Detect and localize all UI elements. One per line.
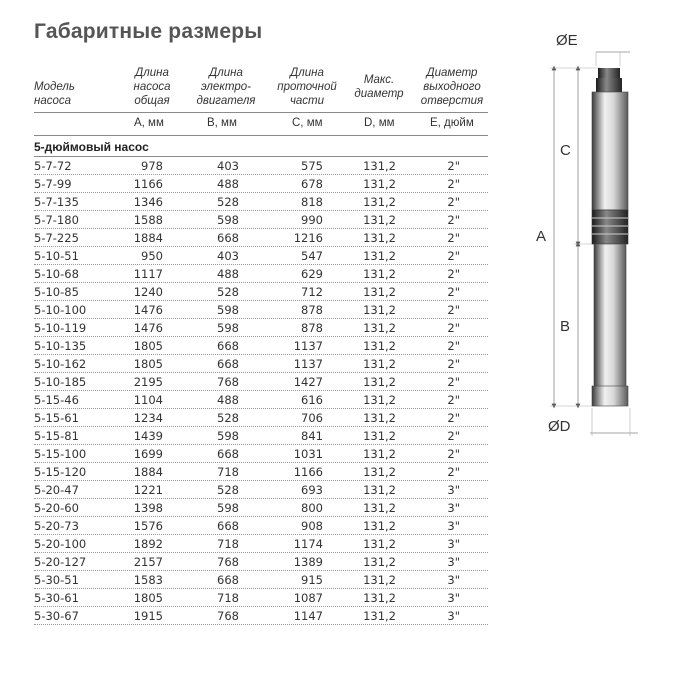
cell-e: 2" — [447, 195, 460, 209]
cell-b: 668 — [217, 357, 239, 371]
cell-b: 488 — [217, 177, 239, 191]
cell-model: 5-10-85 — [34, 285, 79, 299]
cell-d: 131,2 — [363, 573, 396, 587]
header-c: Длина проточной части — [277, 67, 337, 107]
cell-c: 841 — [301, 429, 323, 443]
table-row — [34, 247, 488, 265]
cell-model: 5-15-120 — [34, 465, 87, 479]
cell-e: 2" — [447, 267, 460, 281]
cell-c: 908 — [301, 519, 323, 533]
table-row — [34, 445, 488, 463]
cell-b: 718 — [217, 591, 239, 605]
table-row — [34, 571, 488, 589]
cell-c: 878 — [301, 321, 323, 335]
cell-c: 616 — [301, 393, 323, 407]
table-row — [34, 553, 488, 571]
table-row — [34, 229, 488, 247]
cell-model: 5-30-51 — [34, 573, 79, 587]
cell-a: 1805 — [133, 591, 163, 605]
cell-b: 668 — [217, 447, 239, 461]
table-row — [34, 283, 488, 301]
cell-c: 575 — [301, 159, 323, 173]
cell-a: 1240 — [133, 285, 163, 299]
cell-b: 718 — [217, 465, 239, 479]
table-row — [34, 481, 488, 499]
cell-model: 5-7-180 — [34, 213, 79, 227]
cell-model: 5-20-73 — [34, 519, 79, 533]
cell-d: 131,2 — [363, 177, 396, 191]
label-diameter-e: ØE — [556, 32, 578, 49]
dimensions-table — [34, 60, 488, 625]
cell-e: 2" — [447, 249, 460, 263]
table-row — [34, 211, 488, 229]
cell-c: 1031 — [293, 447, 323, 461]
cell-c: 1216 — [293, 231, 323, 245]
cell-model: 5-7-99 — [34, 177, 72, 191]
cell-d: 131,2 — [363, 483, 396, 497]
cell-model: 5-10-135 — [34, 339, 87, 353]
table-row — [34, 193, 488, 211]
cell-d: 131,2 — [363, 339, 396, 353]
cell-b: 528 — [217, 195, 239, 209]
table-row — [34, 373, 488, 391]
table-row — [34, 427, 488, 445]
cell-d: 131,2 — [363, 375, 396, 389]
table-row — [34, 319, 488, 337]
label-diameter-d: ØD — [548, 418, 571, 435]
cell-c: 1087 — [293, 591, 323, 605]
header-b: Длина электро- двигателя — [196, 67, 256, 107]
cell-e: 3" — [447, 591, 460, 605]
cell-model: 5-10-51 — [34, 249, 79, 263]
cell-c: 693 — [301, 483, 323, 497]
cell-c: 1166 — [293, 465, 323, 479]
cell-c: 818 — [301, 195, 323, 209]
cell-model: 5-10-68 — [34, 267, 79, 281]
cell-a: 1166 — [133, 177, 163, 191]
cell-b: 668 — [217, 231, 239, 245]
cell-b: 488 — [217, 267, 239, 281]
cell-model: 5-10-162 — [34, 357, 87, 371]
unit-d: D, мм — [364, 117, 395, 129]
cell-e: 3" — [447, 573, 460, 587]
cell-d: 131,2 — [363, 609, 396, 623]
header-model: Модель насоса — [34, 81, 75, 107]
pump-drawing — [540, 30, 686, 450]
unit-a: A, мм — [134, 117, 164, 129]
table-header — [34, 60, 488, 113]
cell-e: 2" — [447, 465, 460, 479]
cell-a: 1476 — [133, 321, 163, 335]
cell-a: 1915 — [133, 609, 163, 623]
unit-e: E, дюйм — [430, 117, 474, 129]
cell-a: 1104 — [133, 393, 163, 407]
cell-a: 1221 — [133, 483, 163, 497]
cell-a: 1884 — [133, 465, 163, 479]
cell-model: 5-15-81 — [34, 429, 79, 443]
unit-b: B, мм — [207, 117, 237, 129]
cell-e: 2" — [447, 159, 460, 173]
cell-a: 1117 — [133, 267, 163, 281]
cell-c: 990 — [301, 213, 323, 227]
cell-e: 2" — [447, 447, 460, 461]
cell-b: 598 — [217, 429, 239, 443]
page-title: Габаритные размеры — [34, 20, 263, 43]
cell-e: 2" — [447, 375, 460, 389]
cell-a: 1805 — [133, 357, 163, 371]
cell-b: 718 — [217, 537, 239, 551]
cell-model: 5-10-185 — [34, 375, 87, 389]
cell-model: 5-15-100 — [34, 447, 87, 461]
header-d: Макс. диаметр — [354, 74, 404, 100]
cell-e: 2" — [447, 177, 460, 191]
cell-d: 131,2 — [363, 231, 396, 245]
cell-e: 2" — [447, 429, 460, 443]
cell-model: 5-10-119 — [34, 321, 87, 335]
cell-a: 1805 — [133, 339, 163, 353]
table-row — [34, 463, 488, 481]
cell-model: 5-30-61 — [34, 591, 79, 605]
cell-c: 629 — [301, 267, 323, 281]
cell-e: 2" — [447, 321, 460, 335]
cell-model: 5-15-46 — [34, 393, 79, 407]
cell-c: 878 — [301, 303, 323, 317]
cell-model: 5-20-100 — [34, 537, 87, 551]
cell-a: 1476 — [133, 303, 163, 317]
label-a: A — [536, 228, 547, 245]
label-c: C — [560, 142, 571, 159]
cell-b: 598 — [217, 303, 239, 317]
cell-b: 598 — [217, 213, 239, 227]
cell-d: 131,2 — [363, 303, 396, 317]
cell-a: 978 — [141, 159, 163, 173]
cell-d: 131,2 — [363, 555, 396, 569]
cell-e: 3" — [447, 537, 460, 551]
cell-a: 2195 — [133, 375, 163, 389]
table-row — [34, 265, 488, 283]
cell-b: 403 — [217, 249, 239, 263]
table-body — [34, 157, 488, 625]
cell-a: 1699 — [133, 447, 163, 461]
cell-c: 678 — [301, 177, 323, 191]
table-row — [34, 355, 488, 373]
table-row — [34, 157, 488, 175]
label-b: B — [560, 318, 571, 335]
cell-b: 768 — [217, 609, 239, 623]
cell-b: 598 — [217, 501, 239, 515]
cell-b: 668 — [217, 339, 239, 353]
cell-c: 1174 — [293, 537, 323, 551]
table-row — [34, 337, 488, 355]
cell-model: 5-7-225 — [34, 231, 79, 245]
table-row — [34, 607, 488, 625]
cell-b: 598 — [217, 321, 239, 335]
cell-d: 131,2 — [363, 267, 396, 281]
cell-a: 1892 — [133, 537, 163, 551]
header-e: Диаметр выходного отверстия — [420, 67, 484, 107]
cell-d: 131,2 — [363, 537, 396, 551]
cell-b: 768 — [217, 555, 239, 569]
cell-d: 131,2 — [363, 195, 396, 209]
cell-d: 131,2 — [363, 465, 396, 479]
cell-a: 2157 — [133, 555, 163, 569]
cell-model: 5-20-47 — [34, 483, 79, 497]
cell-c: 915 — [301, 573, 323, 587]
table-row — [34, 409, 488, 427]
cell-a: 1583 — [133, 573, 163, 587]
cell-model: 5-10-100 — [34, 303, 87, 317]
cell-a: 950 — [141, 249, 163, 263]
cell-model: 5-15-61 — [34, 411, 79, 425]
cell-d: 131,2 — [363, 321, 396, 335]
table-row — [34, 391, 488, 409]
table-row — [34, 175, 488, 193]
cell-d: 131,2 — [363, 519, 396, 533]
cell-d: 131,2 — [363, 411, 396, 425]
unit-c: C, мм — [292, 117, 323, 129]
cell-e: 2" — [447, 339, 460, 353]
cell-model: 5-7-135 — [34, 195, 79, 209]
table-row — [34, 589, 488, 607]
cell-d: 131,2 — [363, 249, 396, 263]
cell-e: 2" — [447, 303, 460, 317]
cell-c: 1137 — [293, 339, 323, 353]
cell-c: 547 — [301, 249, 323, 263]
cell-a: 1884 — [133, 231, 163, 245]
cell-d: 131,2 — [363, 429, 396, 443]
cell-b: 668 — [217, 573, 239, 587]
cell-b: 528 — [217, 411, 239, 425]
cell-d: 131,2 — [363, 447, 396, 461]
cell-d: 131,2 — [363, 591, 396, 605]
cell-e: 2" — [447, 393, 460, 407]
cell-d: 131,2 — [363, 285, 396, 299]
cell-a: 1346 — [133, 195, 163, 209]
cell-e: 2" — [447, 357, 460, 371]
cell-c: 800 — [301, 501, 323, 515]
cell-a: 1576 — [133, 519, 163, 533]
cell-e: 2" — [447, 285, 460, 299]
cell-c: 1147 — [293, 609, 323, 623]
section-heading: 5-дюймовый насос — [34, 136, 488, 157]
cell-c: 712 — [301, 285, 323, 299]
cell-a: 1588 — [133, 213, 163, 227]
cell-a: 1398 — [133, 501, 163, 515]
table-row — [34, 517, 488, 535]
cell-e: 3" — [447, 519, 460, 533]
cell-model: 5-30-67 — [34, 609, 79, 623]
cell-d: 131,2 — [363, 213, 396, 227]
cell-c: 1137 — [293, 357, 323, 371]
units-row — [34, 113, 488, 136]
cell-d: 131,2 — [363, 357, 396, 371]
cell-a: 1234 — [133, 411, 163, 425]
cell-e: 3" — [447, 501, 460, 515]
cell-e: 2" — [447, 411, 460, 425]
cell-a: 1439 — [133, 429, 163, 443]
cell-e: 2" — [447, 213, 460, 227]
cell-d: 131,2 — [363, 159, 396, 173]
cell-e: 3" — [447, 609, 460, 623]
cell-e: 3" — [447, 555, 460, 569]
cell-b: 488 — [217, 393, 239, 407]
cell-e: 3" — [447, 483, 460, 497]
cell-c: 1389 — [293, 555, 323, 569]
cell-model: 5-20-60 — [34, 501, 79, 515]
cell-e: 2" — [447, 231, 460, 245]
cell-c: 1427 — [293, 375, 323, 389]
cell-model: 5-20-127 — [34, 555, 87, 569]
table-row — [34, 301, 488, 319]
cell-d: 131,2 — [363, 501, 396, 515]
cell-c: 706 — [301, 411, 323, 425]
cell-b: 768 — [217, 375, 239, 389]
cell-b: 528 — [217, 285, 239, 299]
cell-b: 528 — [217, 483, 239, 497]
header-a: Длина насоса общая — [133, 67, 171, 107]
cell-model: 5-7-72 — [34, 159, 72, 173]
pump-diagram — [536, 30, 686, 450]
cell-b: 668 — [217, 519, 239, 533]
cell-d: 131,2 — [363, 393, 396, 407]
table-row — [34, 499, 488, 517]
cell-b: 403 — [217, 159, 239, 173]
table-row — [34, 535, 488, 553]
